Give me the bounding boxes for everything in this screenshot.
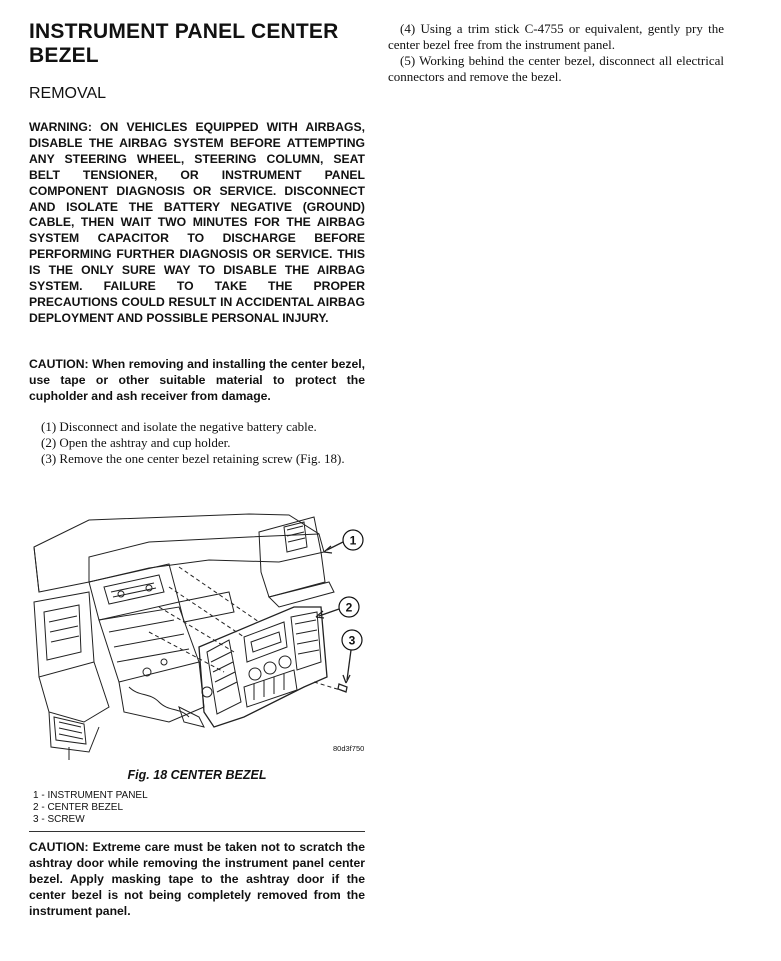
section-title: INSTRUMENT PANEL CENTER BEZEL xyxy=(29,20,339,67)
step-1: (1) Disconnect and isolate the negative battery cable. xyxy=(41,418,317,434)
callout-1 xyxy=(343,530,363,550)
caution-scratch: CAUTION: Extreme care must be taken not to scratch the ashtray door while removing the instrument panel center bezel. Apply masking tape to the ashtray door if the center bezel is not being completely removed from the instrument panel. xyxy=(29,840,365,918)
step-5: (5) Working behind the center bezel, disconnect all electrical connectors and remove the bezel. xyxy=(388,53,724,84)
callout-3-label: 3 xyxy=(348,633,356,648)
airbag-warning: WARNING: ON VEHICLES EQUIPPED WITH AIRBAGS, DISABLE THE AIRBAG SYSTEM BEFORE ATTEMPTING ANY STEERING WHEEL, STEERING COLUMN, SEAT BELT TENSIONER, OR INSTRUMENT PANEL COMPONENT DIAGNOSIS OR SERVICE. DISCONNECT AND ISOLATE THE BATTERY NEGATIVE (GROUND) CABLE, THEN WAIT TWO MINUTES FOR THE AIRBAG SYSTEM CAPACITOR TO DISCHARGE BEFORE PERFORMING FURTHER DIAGNOSIS OR SERVICE. THIS IS THE ONLY SURE WAY TO DISABLE THE AIRBAG SYSTEM. FAILURE TO TAKE THE PROPER PRECAUTIONS COULD RESULT IN ACCIDENTAL AIRBAG DEPLOYMENT AND POSSIBLE PERSONAL INJURY. xyxy=(29,120,365,325)
step-4: (4) Using a trim stick C-4755 or equivalent, gently pry the center bezel free from the instrument panel. xyxy=(388,21,724,52)
figure-caption: Fig. 18 CENTER BEZEL xyxy=(127,768,267,782)
legend-item: 1 - INSTRUMENT PANEL xyxy=(33,790,148,801)
callout-2-label: 2 xyxy=(345,600,353,615)
step-3: (3) Remove the one center bezel retaining screw (Fig. 18). xyxy=(41,450,345,466)
section-subtitle: REMOVAL xyxy=(29,85,107,102)
divider xyxy=(29,831,365,832)
left-column xyxy=(29,20,365,467)
callout-3 xyxy=(342,630,362,650)
legend-item: 2 - CENTER BEZEL xyxy=(33,802,124,813)
center-bezel-illustration xyxy=(29,512,369,762)
callout-2 xyxy=(339,597,359,617)
figure-legend xyxy=(33,790,148,826)
right-column xyxy=(388,21,724,85)
callout-1-label: 1 xyxy=(349,533,357,548)
caution-tape: CAUTION: When removing and installing the center bezel, use tape or other suitable material to protect the cupholder and ash receiver from damage. xyxy=(29,356,365,403)
legend-item: 3 - SCREW xyxy=(33,814,85,825)
figure-code: 80d3f750 xyxy=(333,744,365,753)
step-2: (2) Open the ashtray and cup holder. xyxy=(41,434,231,450)
removal-steps xyxy=(29,419,365,467)
